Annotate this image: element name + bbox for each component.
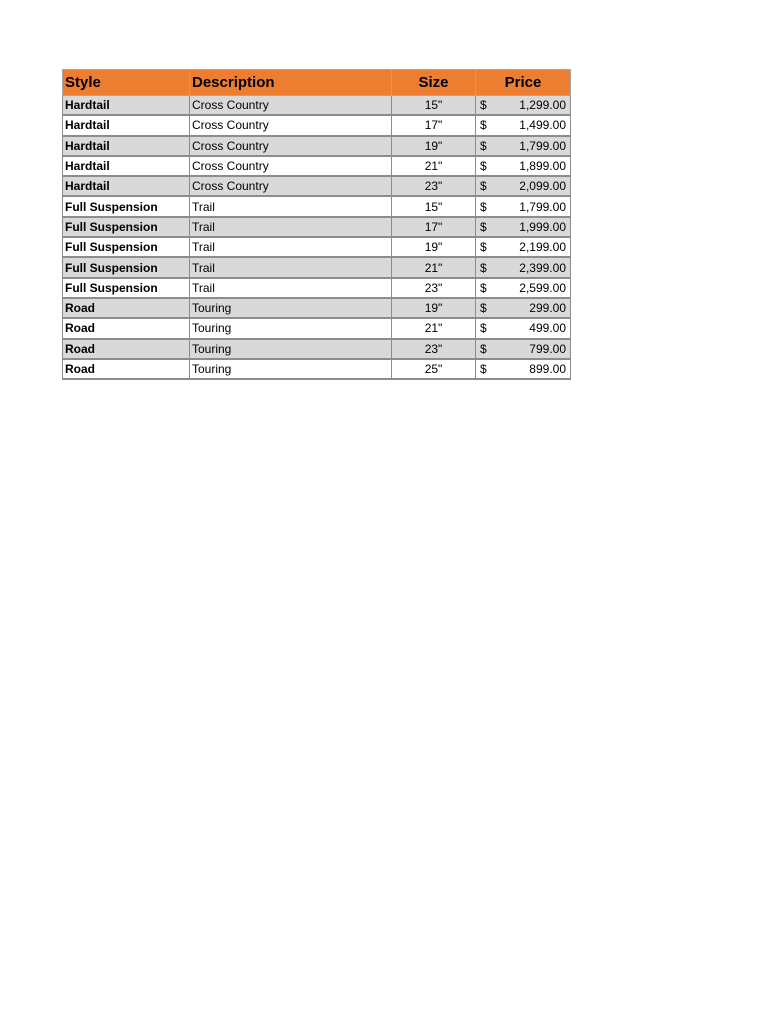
cell-price[interactable] xyxy=(476,136,571,156)
header-price[interactable]: Price xyxy=(476,70,571,96)
currency-symbol: $ xyxy=(480,118,487,133)
cell-price[interactable] xyxy=(476,298,571,318)
cell-price[interactable] xyxy=(476,96,571,116)
bike-price-table xyxy=(62,69,571,380)
cell-description[interactable]: Cross Country xyxy=(190,96,392,116)
header-description[interactable]: Description xyxy=(190,70,392,96)
header-style[interactable]: Style xyxy=(63,70,190,96)
table-row xyxy=(63,115,571,135)
cell-description[interactable]: Touring xyxy=(190,298,392,318)
cell-size[interactable]: 21" xyxy=(392,318,476,338)
cell-description[interactable]: Touring xyxy=(190,318,392,338)
cell-description[interactable]: Cross Country xyxy=(190,115,392,135)
price-amount: 2,399.00 xyxy=(519,260,566,275)
price-amount: 2,199.00 xyxy=(519,240,566,255)
price-amount: 1,799.00 xyxy=(519,199,566,214)
cell-price[interactable] xyxy=(476,176,571,196)
table-row xyxy=(63,318,571,338)
price-amount: 899.00 xyxy=(529,362,566,376)
cell-size[interactable]: 15" xyxy=(392,196,476,216)
currency-symbol: $ xyxy=(480,138,487,153)
table-row xyxy=(63,339,571,359)
cell-price[interactable] xyxy=(476,318,571,338)
cell-price[interactable] xyxy=(476,196,571,216)
cell-price[interactable] xyxy=(476,156,571,176)
cell-style[interactable]: Full Suspension xyxy=(63,257,190,277)
price-amount: 1,799.00 xyxy=(519,138,566,153)
cell-price[interactable] xyxy=(476,217,571,237)
table-row xyxy=(63,278,571,298)
cell-size[interactable]: 19" xyxy=(392,298,476,318)
cell-description[interactable]: Trail xyxy=(190,237,392,257)
currency-symbol: $ xyxy=(480,301,487,316)
cell-style[interactable]: Full Suspension xyxy=(63,278,190,298)
currency-symbol: $ xyxy=(480,240,487,255)
cell-price[interactable] xyxy=(476,278,571,298)
cell-description[interactable]: Trail xyxy=(190,257,392,277)
cell-description[interactable]: Cross Country xyxy=(190,156,392,176)
cell-price[interactable] xyxy=(476,339,571,359)
header-row xyxy=(63,70,571,96)
price-amount: 299.00 xyxy=(529,301,566,316)
cell-size[interactable]: 17" xyxy=(392,115,476,135)
table-row xyxy=(63,136,571,156)
cell-size[interactable]: 21" xyxy=(392,156,476,176)
table-row xyxy=(63,359,571,379)
table-row xyxy=(63,237,571,257)
cell-description[interactable]: Touring xyxy=(190,339,392,359)
cell-description[interactable]: Trail xyxy=(190,196,392,216)
cell-size[interactable]: 23" xyxy=(392,339,476,359)
table-body xyxy=(63,96,571,380)
cell-size[interactable]: 19" xyxy=(392,136,476,156)
currency-symbol: $ xyxy=(480,362,487,376)
cell-size[interactable]: 19" xyxy=(392,237,476,257)
cell-style[interactable]: Full Suspension xyxy=(63,237,190,257)
table-row xyxy=(63,257,571,277)
cell-price[interactable] xyxy=(476,257,571,277)
cell-style[interactable]: Road xyxy=(63,339,190,359)
table-row xyxy=(63,96,571,116)
cell-size[interactable]: 21" xyxy=(392,257,476,277)
cell-style[interactable]: Hardtail xyxy=(63,115,190,135)
table-row xyxy=(63,196,571,216)
currency-symbol: $ xyxy=(480,260,487,275)
currency-symbol: $ xyxy=(480,199,487,214)
cell-style[interactable]: Road xyxy=(63,359,190,379)
cell-description[interactable]: Cross Country xyxy=(190,176,392,196)
currency-symbol: $ xyxy=(480,341,487,356)
cell-style[interactable]: Full Suspension xyxy=(63,196,190,216)
cell-size[interactable]: 15" xyxy=(392,96,476,116)
price-amount: 1,899.00 xyxy=(519,159,566,174)
currency-symbol: $ xyxy=(480,98,487,113)
cell-style[interactable]: Hardtail xyxy=(63,136,190,156)
currency-symbol: $ xyxy=(480,321,487,336)
price-amount: 1,499.00 xyxy=(519,118,566,133)
cell-style[interactable]: Road xyxy=(63,298,190,318)
currency-symbol: $ xyxy=(480,179,487,194)
currency-symbol: $ xyxy=(480,280,487,295)
price-amount: 1,299.00 xyxy=(519,98,566,113)
cell-size[interactable]: 25" xyxy=(392,359,476,379)
table-row xyxy=(63,217,571,237)
cell-price[interactable] xyxy=(476,359,571,379)
cell-size[interactable]: 23" xyxy=(392,176,476,196)
cell-style[interactable]: Road xyxy=(63,318,190,338)
currency-symbol: $ xyxy=(480,159,487,174)
cell-style[interactable]: Full Suspension xyxy=(63,217,190,237)
price-amount: 799.00 xyxy=(529,341,566,356)
price-amount: 499.00 xyxy=(529,321,566,336)
cell-description[interactable]: Trail xyxy=(190,278,392,298)
cell-price[interactable] xyxy=(476,237,571,257)
cell-style[interactable]: Hardtail xyxy=(63,96,190,116)
price-amount: 1,999.00 xyxy=(519,219,566,234)
cell-description[interactable]: Cross Country xyxy=(190,136,392,156)
currency-symbol: $ xyxy=(480,219,487,234)
cell-description[interactable]: Touring xyxy=(190,359,392,379)
table-row xyxy=(63,176,571,196)
header-size[interactable]: Size xyxy=(392,70,476,96)
cell-price[interactable] xyxy=(476,115,571,135)
price-amount: 2,599.00 xyxy=(519,280,566,295)
cell-style[interactable]: Hardtail xyxy=(63,156,190,176)
cell-description[interactable]: Trail xyxy=(190,217,392,237)
cell-size[interactable]: 23" xyxy=(392,278,476,298)
cell-size[interactable]: 17" xyxy=(392,217,476,237)
table-row xyxy=(63,156,571,176)
spreadsheet-area xyxy=(62,69,571,380)
cell-style[interactable]: Hardtail xyxy=(63,176,190,196)
price-amount: 2,099.00 xyxy=(519,179,566,194)
table-row xyxy=(63,298,571,318)
